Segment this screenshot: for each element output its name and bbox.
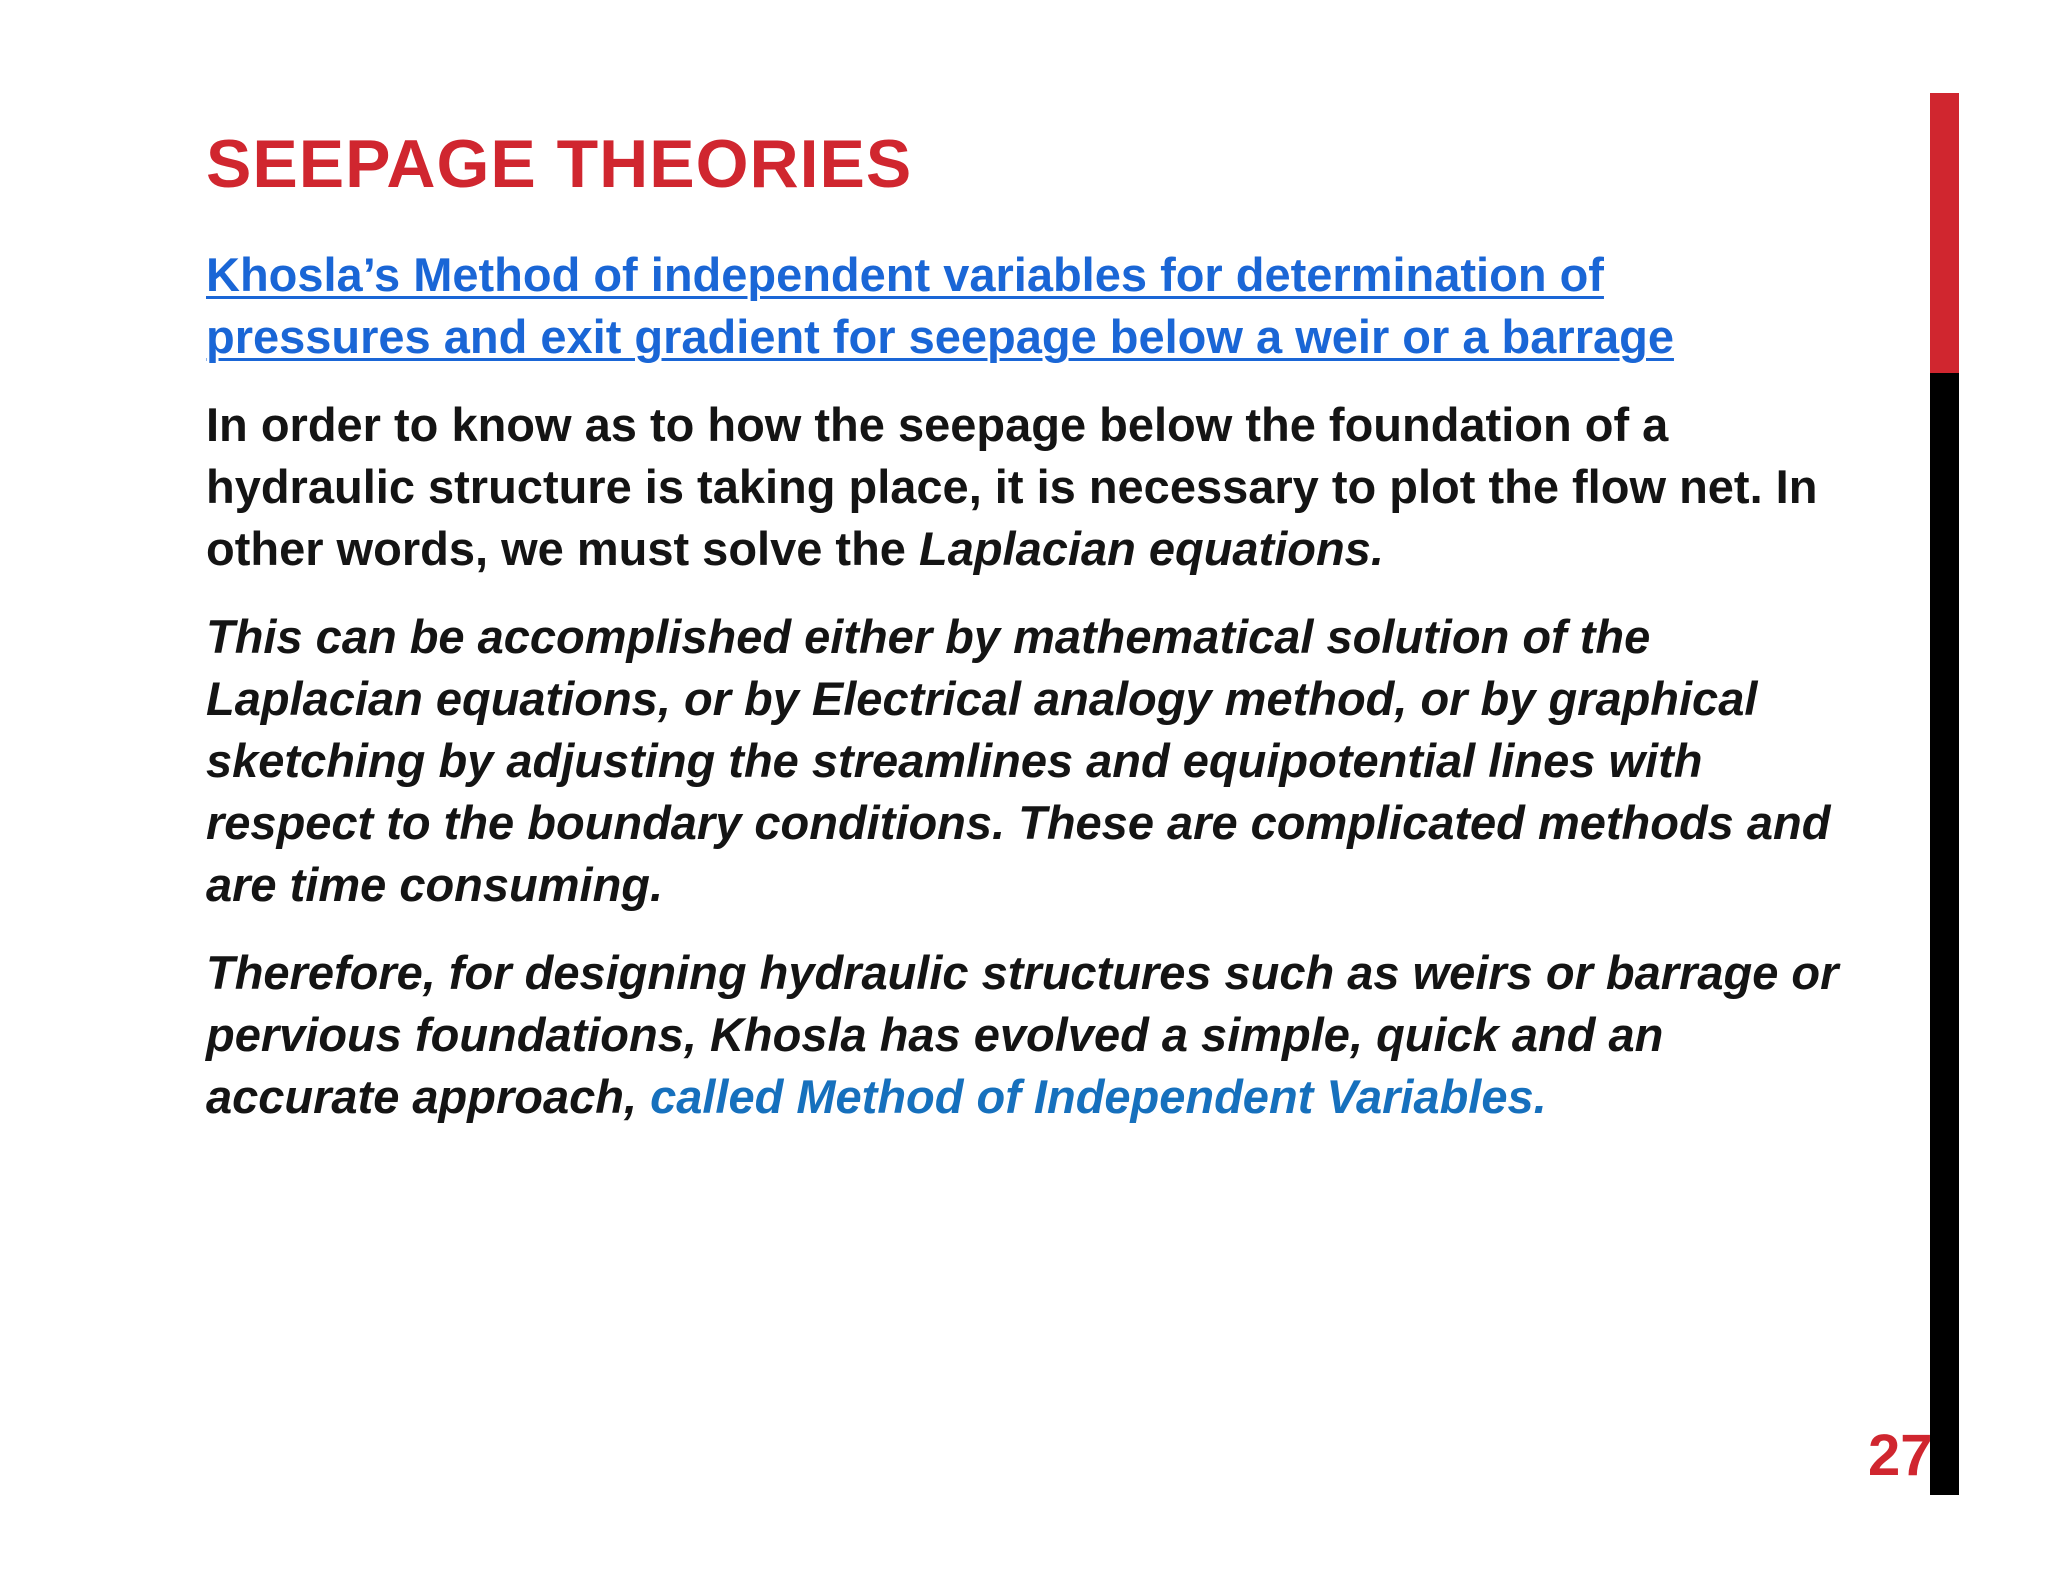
paragraph-flow-net-text: In order to know as to how the seepage below the foundation of a hydraulic structure is taking place, it is necessary to plot the flow net. In other words, we must solve the	[206, 398, 1818, 575]
paragraph-flow-net	[206, 394, 1866, 580]
page-number: 27	[1868, 1423, 1933, 1488]
subtitle-link[interactable]	[206, 244, 1866, 368]
subtitle-link-line1[interactable]: Khosla’s Method of independent variables for determination of	[206, 248, 1604, 301]
paragraph-khosla-text: Therefore, for designing hydraulic structures such as weirs or barrage or pervious foundations, Khosla has evolved a simple, quick and an accurate approach,	[206, 946, 1839, 1123]
paragraph-methods: This can be accomplished either by mathematical solution of the Laplacian equations, or by Electrical analogy method, or by graphical sketching by adjusting the streamlines and equipotential lines with respect to the boundary conditions. These are complicated methods and are time consuming.	[206, 610, 1831, 911]
accent-bar-black	[1930, 373, 1959, 1495]
paragraph-khosla	[206, 942, 1866, 1128]
method-name-emphasis: called Method of Independent Variables.	[650, 1070, 1547, 1123]
laplacian-emphasis: Laplacian equations.	[919, 522, 1384, 575]
slide-content	[206, 244, 1866, 1154]
subtitle-link-line2[interactable]: pressures and exit gradient for seepage below a weir or a barrage	[206, 310, 1674, 363]
accent-bar-red	[1930, 93, 1959, 373]
slide-title: SEEPAGE THEORIES	[206, 126, 913, 202]
